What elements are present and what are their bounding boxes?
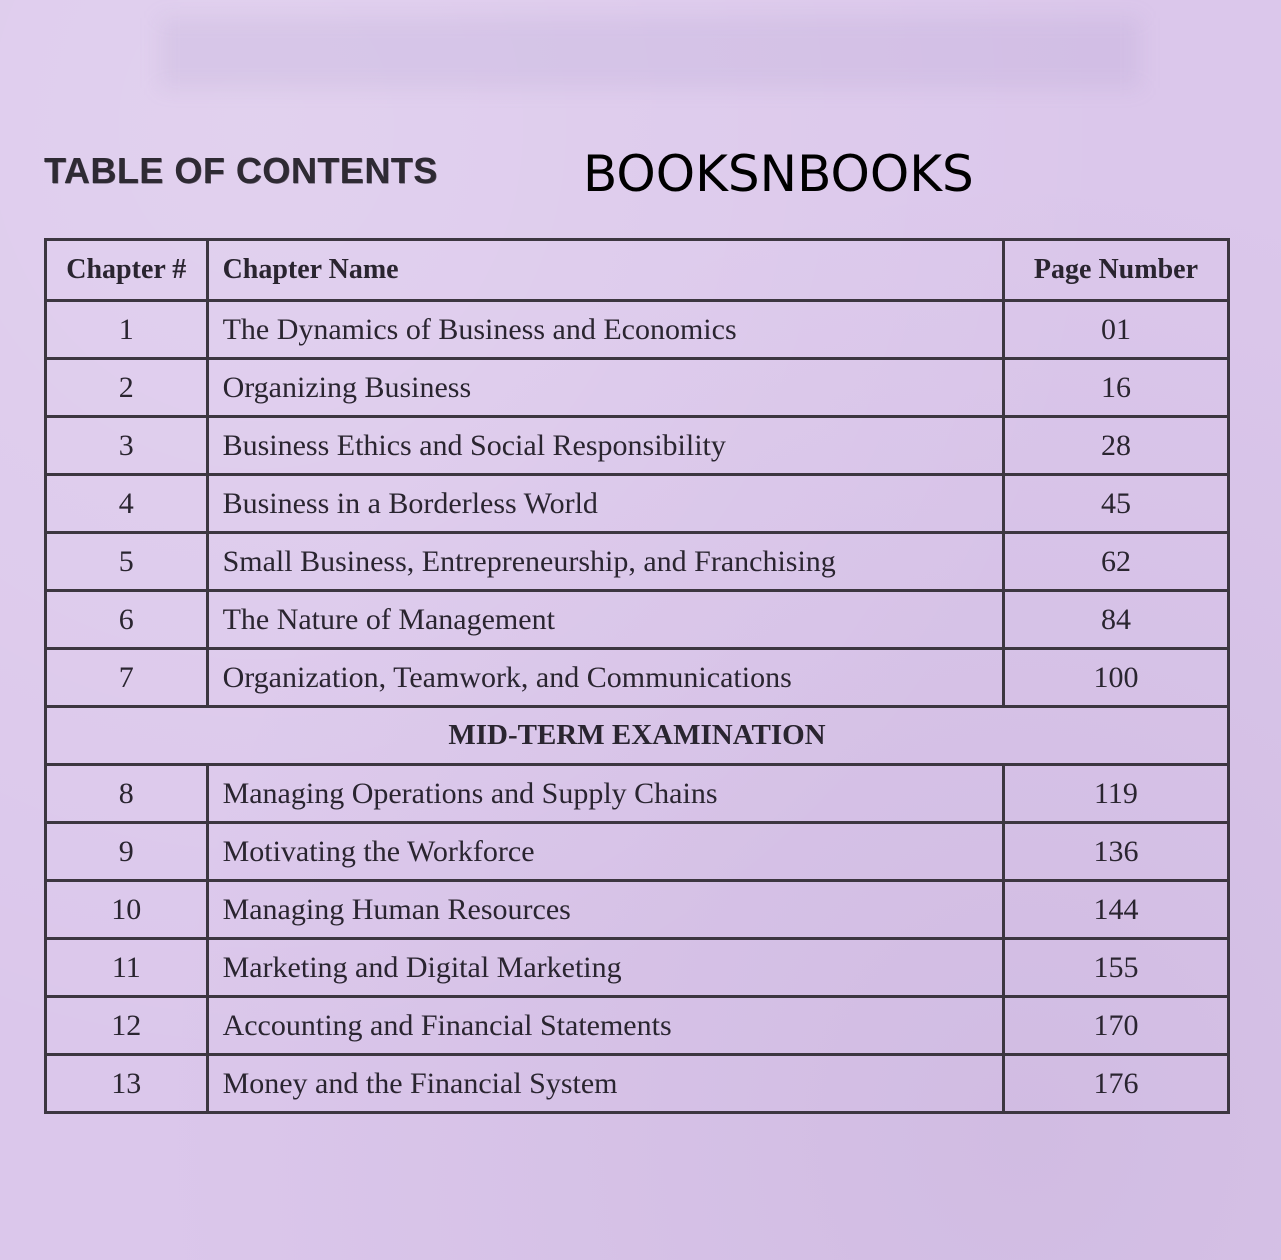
chapter-name: Business in a Borderless World: [207, 475, 1003, 533]
page-number: 170: [1003, 997, 1228, 1055]
page-number: 155: [1003, 939, 1228, 997]
bleed-through-shadow: [160, 18, 1140, 88]
chapter-number: 2: [46, 359, 208, 417]
midterm-label: MID-TERM EXAMINATION: [46, 707, 1229, 765]
chapter-number: 9: [46, 823, 208, 881]
page-number: 45: [1003, 475, 1228, 533]
chapter-number: 5: [46, 533, 208, 591]
page-number: 84: [1003, 591, 1228, 649]
table-row: [46, 359, 1229, 417]
table-row: [46, 823, 1229, 881]
toc-heading: TABLE OF CONTENTS: [44, 150, 438, 191]
chapter-name: The Nature of Management: [207, 591, 1003, 649]
header-chapter-number: Chapter #: [46, 240, 208, 301]
toc-table: [44, 238, 1230, 1114]
chapter-name: Business Ethics and Social Responsibility: [207, 417, 1003, 475]
chapter-name: Marketing and Digital Marketing: [207, 939, 1003, 997]
table-row: [46, 417, 1229, 475]
table-row: [46, 301, 1229, 359]
chapter-name: Motivating the Workforce: [207, 823, 1003, 881]
table-row: [46, 591, 1229, 649]
page-number: 144: [1003, 881, 1228, 939]
table-row: [46, 475, 1229, 533]
table-row: [46, 997, 1229, 1055]
chapter-name: Money and the Financial System: [207, 1055, 1003, 1113]
midterm-row: [46, 707, 1229, 765]
chapter-number: 6: [46, 591, 208, 649]
chapter-name: Accounting and Financial Statements: [207, 997, 1003, 1055]
chapter-name: Managing Human Resources: [207, 881, 1003, 939]
watermark-text: BOOKSNBOOKS: [583, 145, 974, 203]
chapter-number: 7: [46, 649, 208, 707]
table-header-row: [46, 240, 1229, 301]
chapter-number: 13: [46, 1055, 208, 1113]
chapter-name: Small Business, Entrepreneurship, and Franchising: [207, 533, 1003, 591]
chapter-number: 8: [46, 765, 208, 823]
header-page-number: Page Number: [1003, 240, 1228, 301]
chapter-name: Organizing Business: [207, 359, 1003, 417]
chapter-number: 1: [46, 301, 208, 359]
chapter-number: 3: [46, 417, 208, 475]
chapter-number: 10: [46, 881, 208, 939]
chapter-number: 11: [46, 939, 208, 997]
chapter-name: Managing Operations and Supply Chains: [207, 765, 1003, 823]
chapter-name: The Dynamics of Business and Economics: [207, 301, 1003, 359]
table-row: [46, 939, 1229, 997]
table-row: [46, 765, 1229, 823]
chapter-number: 4: [46, 475, 208, 533]
chapter-number: 12: [46, 997, 208, 1055]
page-number: 100: [1003, 649, 1228, 707]
table-row: [46, 881, 1229, 939]
page-number: 28: [1003, 417, 1228, 475]
page-number: 62: [1003, 533, 1228, 591]
table-row: [46, 533, 1229, 591]
table-row: [46, 649, 1229, 707]
table-row: [46, 1055, 1229, 1113]
page-number: 176: [1003, 1055, 1228, 1113]
chapter-name: Organization, Teamwork, and Communications: [207, 649, 1003, 707]
page-number: 119: [1003, 765, 1228, 823]
page-number: 16: [1003, 359, 1228, 417]
header-chapter-name: Chapter Name: [207, 240, 1003, 301]
page-number: 136: [1003, 823, 1228, 881]
page-number: 01: [1003, 301, 1228, 359]
